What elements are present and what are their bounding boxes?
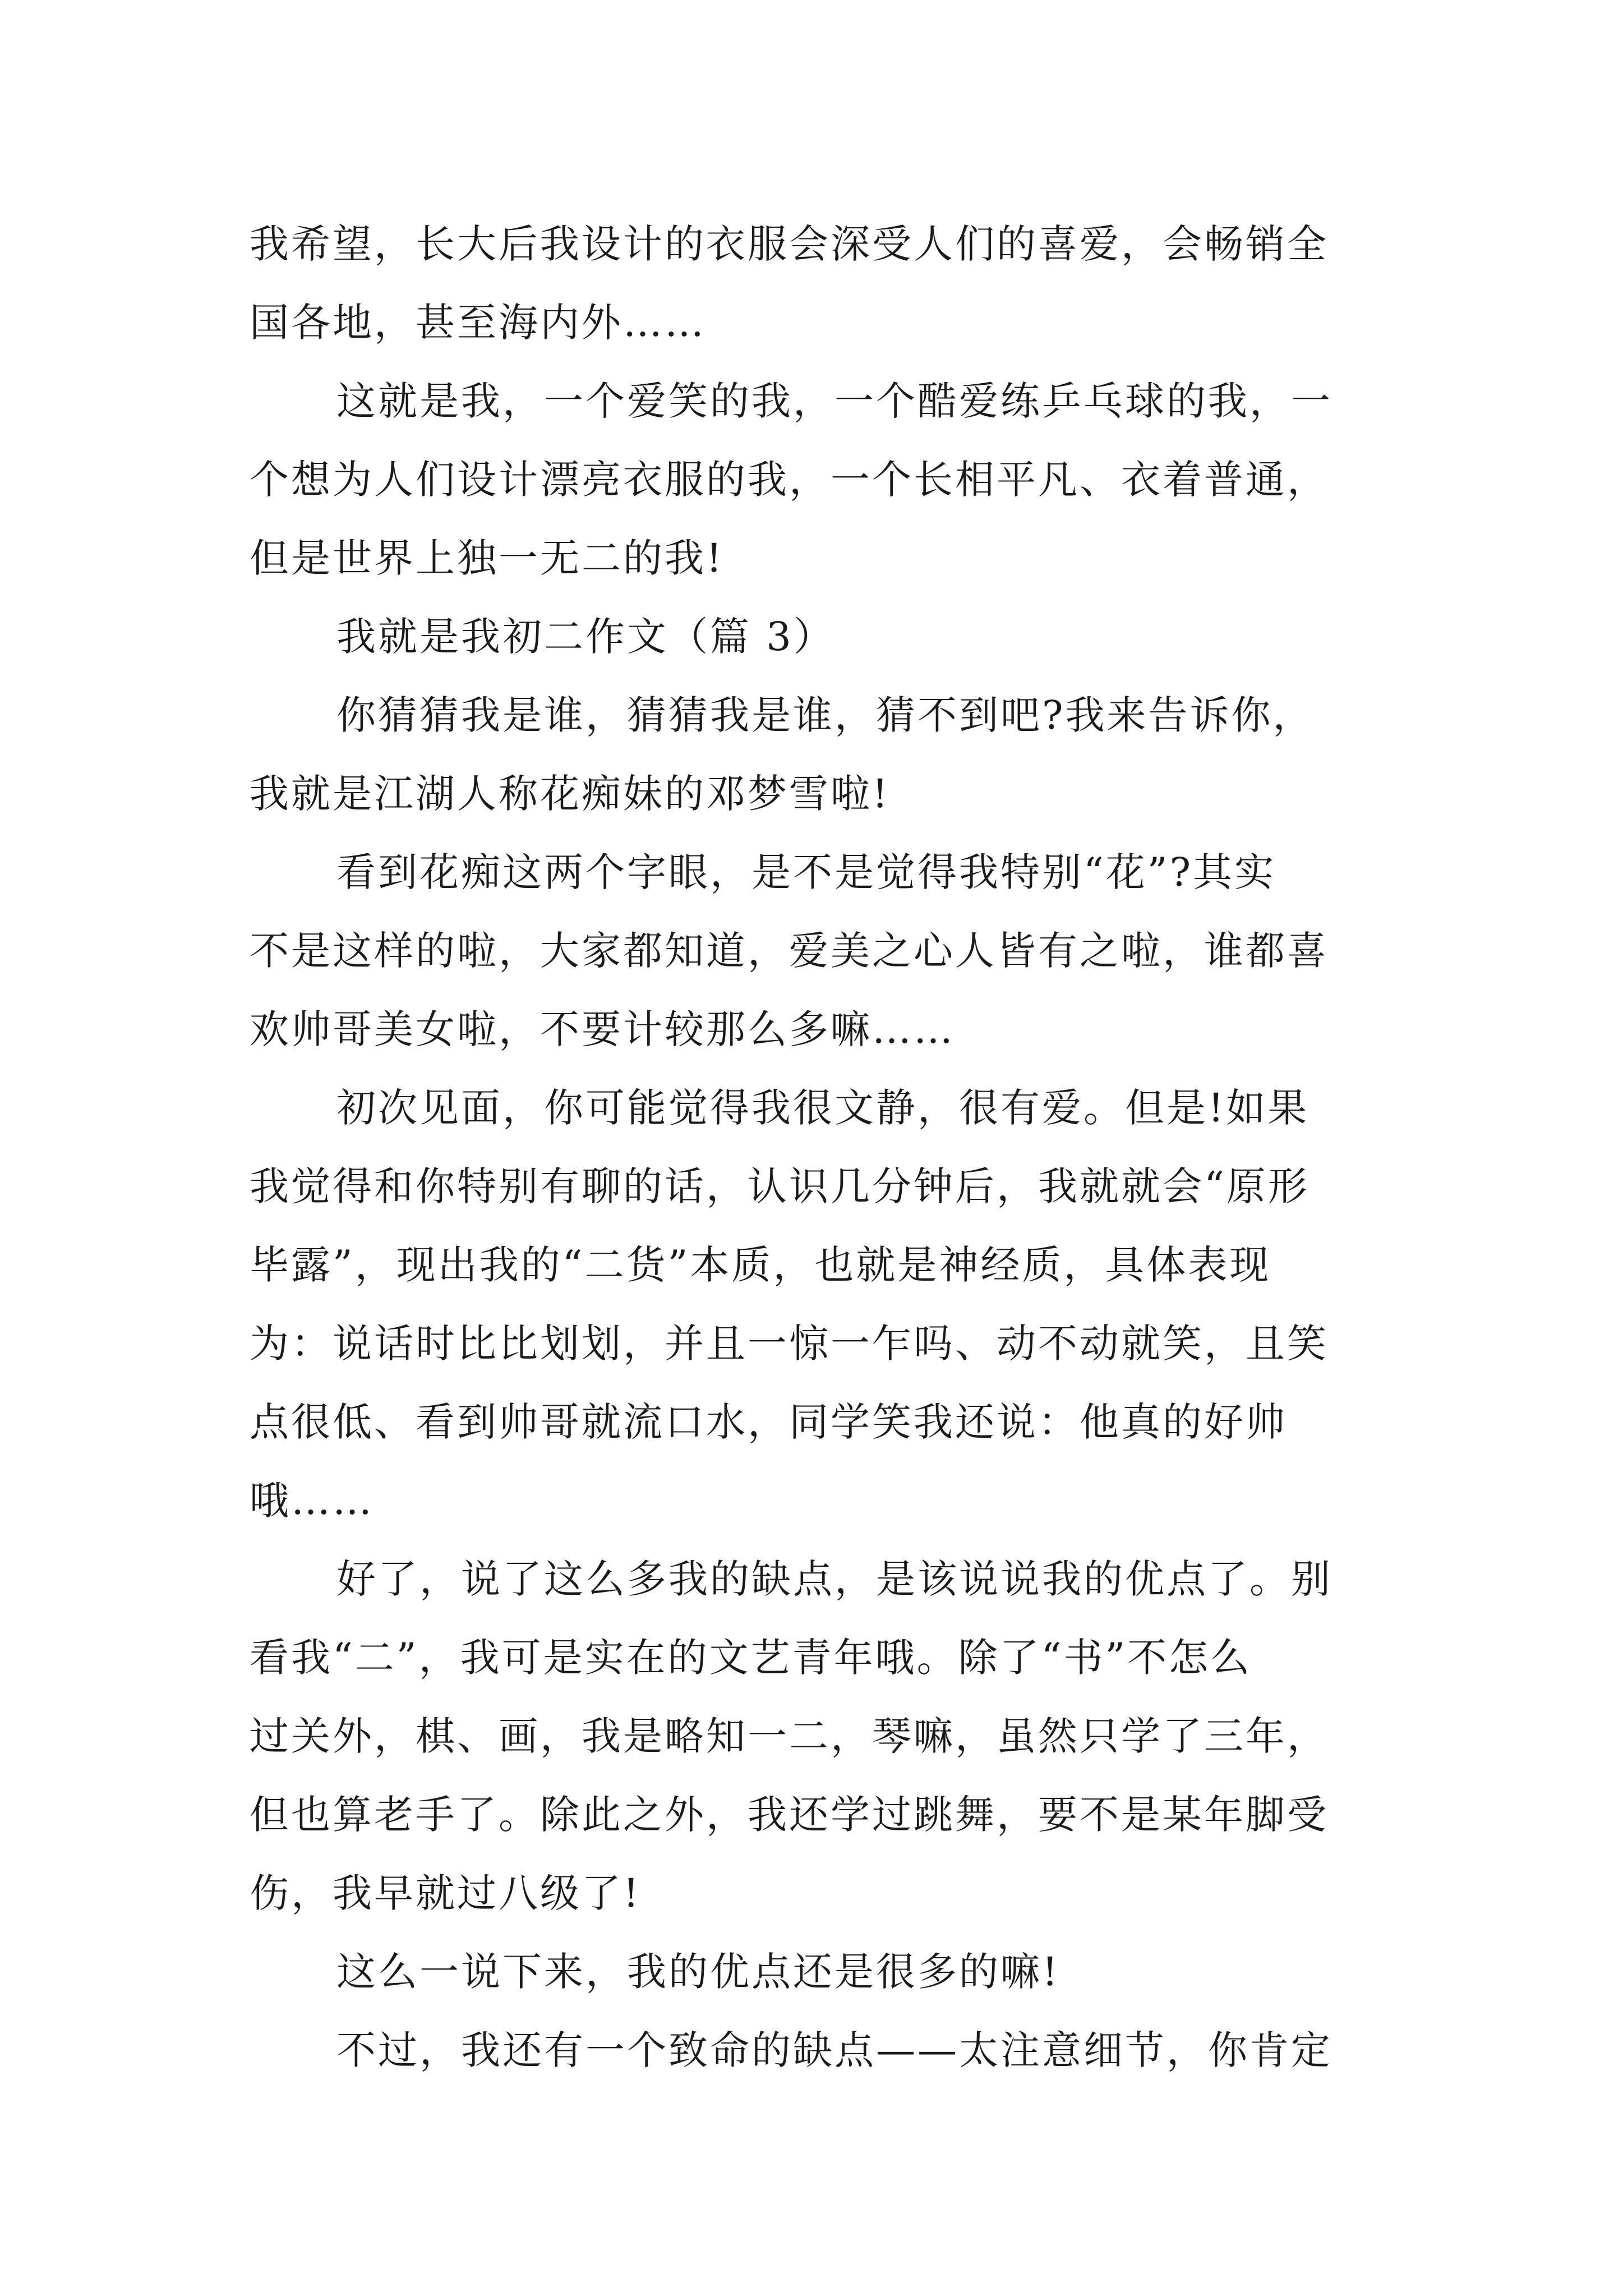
text-line: 伤，我早就过八级了!	[250, 1870, 642, 1916]
text-line: 欢帅哥美女啦，不要计较那么多嘛……	[250, 1006, 955, 1052]
text-line: 我觉得和你特别有聊的话，认识几分钟后，我就就会“原形	[250, 1163, 1310, 1209]
text-line: 不是这样的啦，大家都知道，爱美之心人皆有之啦，谁都喜	[250, 928, 1329, 974]
text-line: 点很低、看到帅哥就流口水，同学笑我还说：他真的好帅	[250, 1399, 1287, 1445]
text-line: 看到花痴这两个字眼，是不是觉得我特别“花”?其实	[336, 849, 1276, 895]
text-line: 我就是江湖人称花痴妹的邓梦雪啦!	[250, 771, 891, 817]
text-line: 哦……	[250, 1478, 374, 1524]
text-line: 但也算老手了。除此之外，我还学过跳舞，要不是某年脚受	[250, 1792, 1329, 1838]
text-line: 好了，说了这么多我的缺点，是该说说我的优点了。别	[336, 1556, 1332, 1602]
section-heading: 我就是我初二作文（篇 3）	[336, 614, 835, 660]
text-line: 但是世界上独一无二的我!	[250, 535, 725, 581]
text-line: 毕露”，现出我的“二货”本质，也就是神经质，具体表现	[250, 1242, 1271, 1288]
text-line: 你猜猜我是谁，猜猜我是谁，猜不到吧?我来告诉你，	[336, 692, 1315, 738]
text-line: 这就是我，一个爱笑的我，一个酷爱练乒乓球的我，一	[336, 378, 1332, 424]
text-line: 我希望，长大后我设计的衣服会深受人们的喜爱，会畅销全	[250, 221, 1329, 267]
text-line: 这么一说下来，我的优点还是很多的嘛!	[336, 1949, 1061, 1995]
text-line: 看我“二”，我可是实在的文艺青年哦。除了“书”不怎么	[250, 1635, 1252, 1681]
text-line: 初次见面，你可能觉得我很文静，很有爱。但是!如果	[336, 1085, 1310, 1131]
text-line: 为：说话时比比划划，并且一惊一乍吗、动不动就笑，且笑	[250, 1320, 1329, 1366]
text-line: 个想为人们设计漂亮衣服的我，一个长相平凡、衣着普通，	[250, 457, 1329, 503]
text-line: 国各地，甚至海内外……	[250, 300, 706, 346]
body-text	[250, 205, 1399, 2090]
text-line: 不过，我还有一个致命的缺点——太注意细节，你肯定	[336, 2027, 1332, 2073]
text-line: 过关外，棋、画，我是略知一二，琴嘛，虽然只学了三年，	[250, 1713, 1329, 1759]
